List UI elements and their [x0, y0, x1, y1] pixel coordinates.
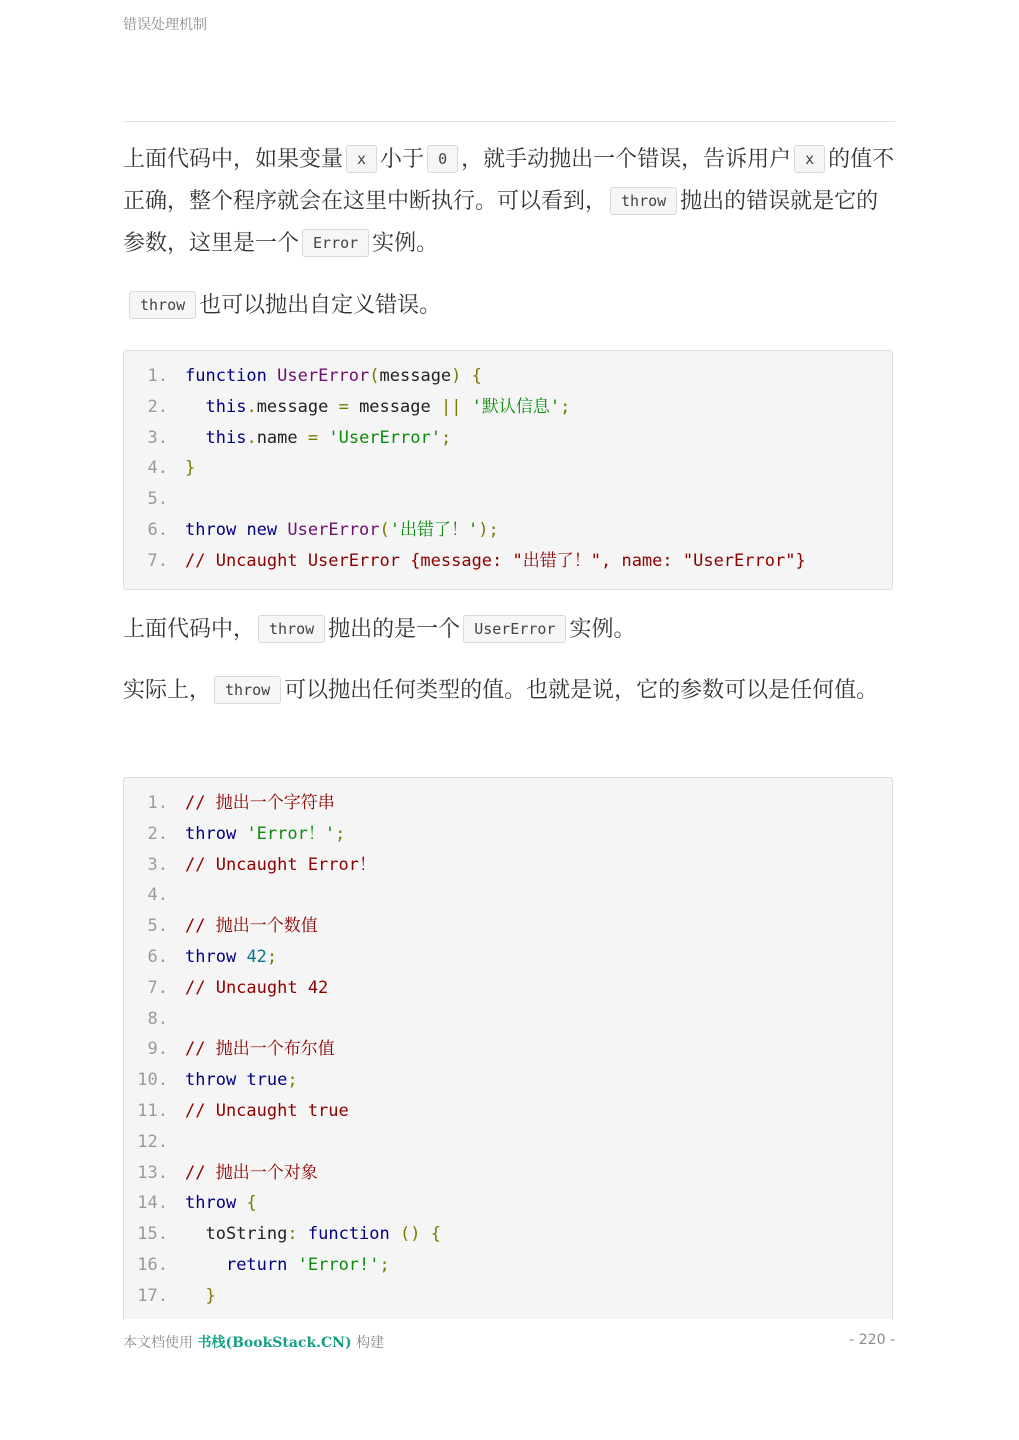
code-line: 3. this.name = 'UserError';: [124, 423, 892, 454]
line-number: 5.: [147, 489, 168, 510]
code-line: 6. throw 42;: [124, 942, 892, 973]
paragraph-throw-error: [123, 139, 895, 265]
line-number: 3.: [147, 854, 168, 875]
code-line: [124, 484, 892, 515]
code-line: [124, 1127, 892, 1158]
code-line: 2. throw 'Error！';: [124, 819, 892, 850]
code-line: 7. // Uncaught UserError {message: "出错了！", name: "UserError"}: [124, 546, 892, 577]
inline-code: x: [794, 145, 825, 173]
code-line: 15. toString: function () {: [124, 1219, 892, 1250]
inline-code: throw: [610, 187, 677, 215]
text: 实例。: [569, 617, 636, 642]
line-number: 2.: [147, 823, 168, 844]
code-line: 13. // 抛出一个对象: [124, 1158, 892, 1189]
line-number: 17.: [137, 1285, 168, 1306]
line-number: 3.: [147, 427, 168, 448]
text: 抛出的是一个: [328, 617, 461, 642]
line-number: 16.: [137, 1254, 168, 1275]
line-number: 12.: [137, 1131, 168, 1152]
line-number: 15.: [137, 1224, 168, 1245]
code-line: 10. throw true;: [124, 1065, 892, 1096]
bookstack-link[interactable]: 书栈(BookStack.CN): [197, 1335, 352, 1351]
code-line: 7. // Uncaught 42: [124, 973, 892, 1004]
line-number: 6.: [147, 519, 168, 540]
inline-code: throw: [129, 291, 196, 319]
code-line: 1. function UserError(message) {: [124, 361, 892, 392]
line-number: 2.: [147, 396, 168, 417]
line-number: 14.: [137, 1193, 168, 1214]
code-line: 9. // 抛出一个布尔值: [124, 1034, 892, 1065]
footer-suffix: 构建: [356, 1335, 385, 1351]
code-line: 4. }: [124, 453, 892, 484]
inline-code: x: [346, 145, 377, 173]
line-number: 1.: [147, 793, 168, 813]
text: 实际上，: [123, 678, 212, 703]
code-line: 3. // Uncaught Error！: [124, 850, 892, 881]
code-line: 14. throw {: [124, 1188, 892, 1219]
text: 实例。: [372, 231, 439, 256]
code-line: [124, 1004, 892, 1035]
page-number: - 220 -: [849, 1332, 895, 1348]
line-number: 7.: [147, 977, 168, 998]
line-number: 6.: [147, 946, 168, 967]
line-number: 11.: [137, 1100, 168, 1121]
inline-code: throw: [214, 676, 281, 704]
running-header: 错误处理机制: [123, 17, 207, 33]
text: 的值不正确，整个程序就会在这里中断执行。可以看到，: [123, 147, 895, 214]
paragraph-custom-error: [123, 285, 895, 327]
code-line: 2. this.message = message || '默认信息';: [124, 392, 892, 423]
text: 也可以抛出自定义错误。: [199, 293, 442, 318]
code-line: [124, 880, 892, 911]
inline-code: throw: [258, 615, 325, 643]
line-number: 5.: [147, 916, 168, 937]
text: 可以抛出任何类型的值。也就是说，它的参数可以是任何值。: [284, 678, 879, 703]
code-block-throw-values: [123, 777, 893, 1319]
code-line: 17. }: [124, 1281, 892, 1312]
header-divider: [123, 121, 895, 122]
footer-credit: [123, 1332, 384, 1352]
line-number: 9.: [147, 1039, 168, 1060]
text: 小于: [380, 147, 425, 172]
code-block-user-error: [123, 350, 893, 590]
text: 上面代码中，如果变量: [123, 147, 344, 172]
code-line: 6. throw new UserError('出错了！');: [124, 515, 892, 546]
line-number: 10.: [137, 1070, 168, 1091]
text: 上面代码中，: [123, 617, 256, 642]
code-line: 5. // 抛出一个数值: [124, 911, 892, 942]
line-number: 4.: [147, 885, 168, 906]
line-number: 8.: [147, 1008, 168, 1029]
paragraph-any-value: [123, 670, 893, 712]
line-number: 7.: [147, 550, 168, 571]
footer-prefix: 本文档使用: [123, 1335, 193, 1351]
inline-code: Error: [302, 229, 369, 257]
inline-code: 0: [427, 145, 458, 173]
code-line: 16. return 'Error!';: [124, 1250, 892, 1281]
text: ，就手动抛出一个错误，告诉用户: [461, 147, 792, 172]
code-line: 1. // 抛出一个字符串: [124, 788, 892, 819]
inline-code: UserError: [463, 615, 566, 643]
line-number: 13.: [137, 1162, 168, 1183]
text: 抛出的错误就是它的参数，这里是一个: [123, 189, 879, 256]
line-number: 1.: [147, 366, 168, 386]
line-number: 4.: [147, 458, 168, 479]
paragraph-user-error-instance: [123, 609, 895, 651]
code-line: 11. // Uncaught true: [124, 1096, 892, 1127]
